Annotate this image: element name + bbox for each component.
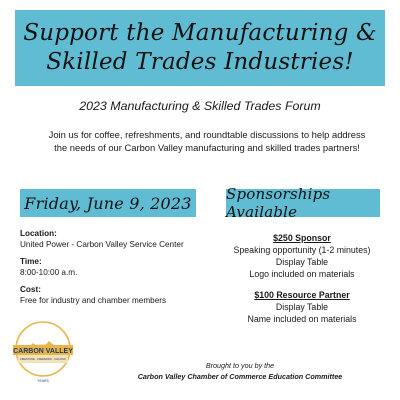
sponsorship-list [204,232,400,334]
detail-time [20,256,206,278]
sponsor-benefit: Display Table [275,302,329,312]
detail-label: Time: [20,257,42,266]
detail-value: 8:00-10:00 a.m. [20,268,78,277]
logo-tagline: FIRESTONE · FREDERICK · DACONO [20,358,66,361]
sponsor-tier-100 [204,289,400,325]
detail-label: Location: [20,229,57,238]
date-banner [20,189,196,217]
detail-value: United Power - Carbon Valley Service Center [20,240,184,249]
detail-label: Cost: [20,285,41,294]
detail-value: Free for industry and chamber members [20,296,167,305]
sponsor-benefit: Display Table [275,257,329,267]
logo-text: CARBON VALLEY [13,348,73,355]
sponsor-benefit: Name included on materials [247,314,357,324]
intro-text: Join us for coffee, refreshments, and roundtable discussions to help address the needs of our Carbon Valley manufacturing and skilled trades partners! [48,129,366,153]
detail-cost [20,284,206,306]
footer-line-1: Brought to you by the [205,361,275,370]
date-banner-text: Friday, June 9, 2023 [24,193,192,213]
sponsor-benefit: Logo included on materials [249,269,355,279]
header-banner [15,10,385,86]
sponsor-tier-title: $250 Sponsor [273,233,331,243]
forum-title: 2023 Manufacturing & Skilled Trades Forum [79,99,321,113]
logo-years: YEARS [37,379,49,383]
sponsor-benefit: Speaking opportunity (1-2 minutes) [233,245,371,255]
footer [80,360,400,382]
sponsor-tier-250 [204,232,400,280]
footer-line-2: Carbon Valley Chamber of Commerce Education Committee [137,372,343,381]
header-line-1: Support the Manufacturing & [23,20,377,46]
sponsorship-banner [226,185,380,221]
header-line-2: Skilled Trades Industries! [46,49,354,75]
sponsorship-banner-text: Sponsorships Available [226,185,331,221]
event-details [20,228,206,312]
chamber-logo [11,315,75,389]
detail-location [20,228,206,250]
sponsor-tier-title: $100 Resource Partner [254,290,350,300]
